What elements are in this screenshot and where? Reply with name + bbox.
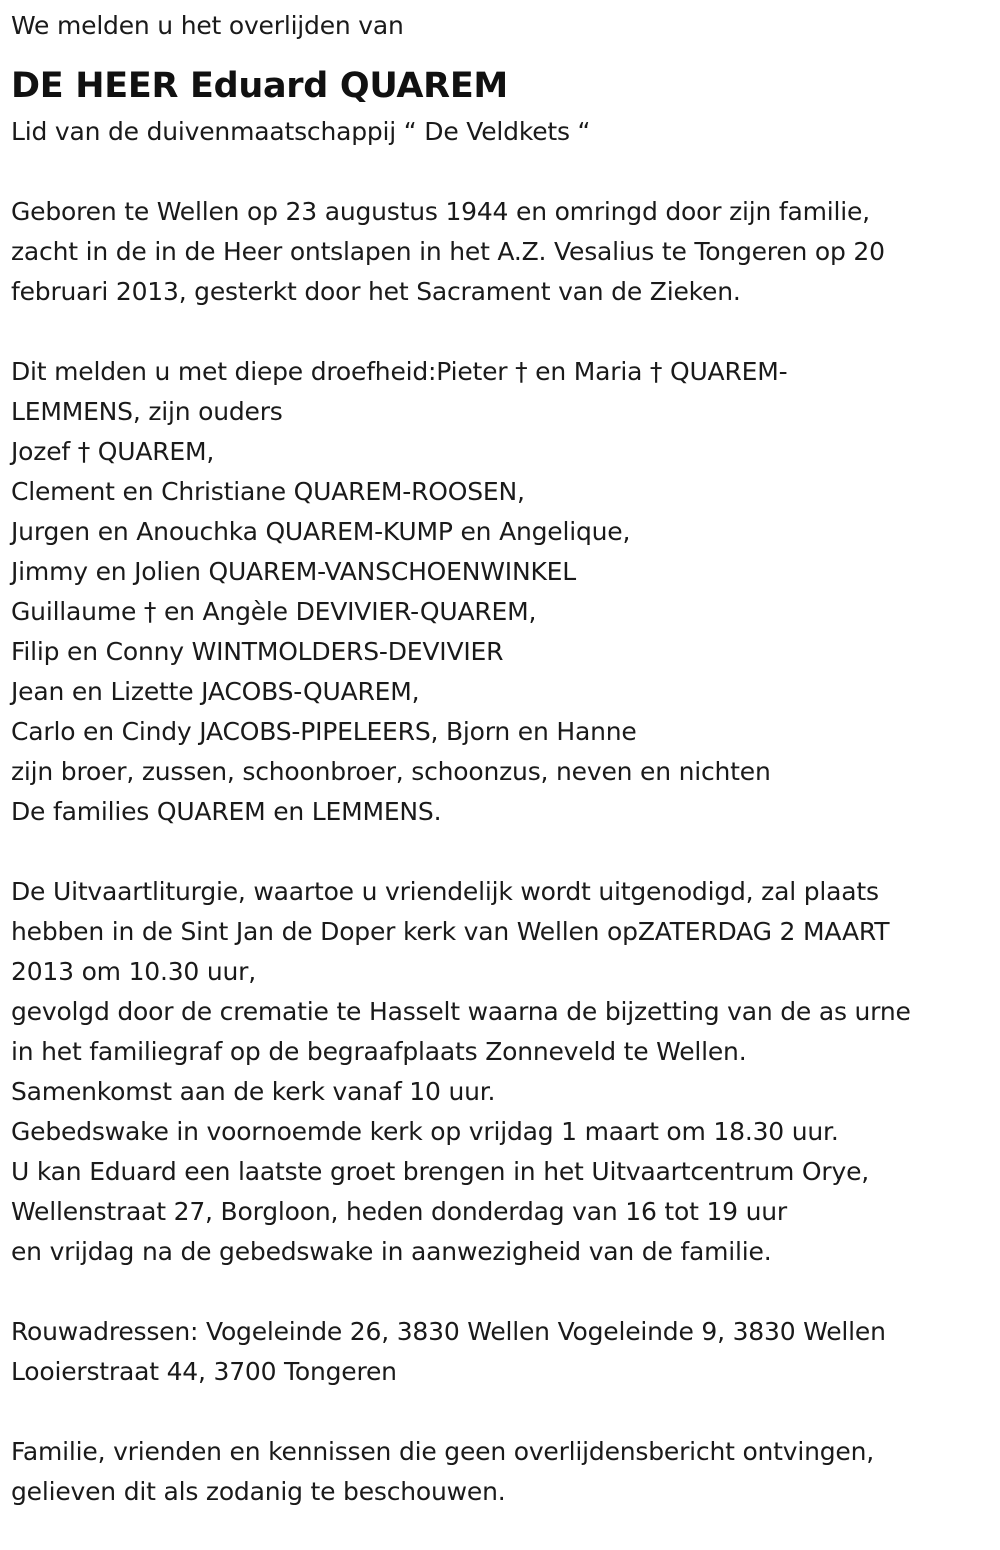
paragraph-line: Geboren te Wellen op 23 augustus 1944 en omringd door zijn familie, [11,197,870,226]
paragraph-line: Jean en Lizette JACOBS-QUAREM, [11,677,420,706]
paragraph-line: gelieven dit als zodanig te beschouwen. [11,1477,506,1506]
closing-paragraph [11,1432,991,1512]
spacer [11,1392,991,1432]
paragraph-line: Samenkomst aan de kerk vanaf 10 uur. [11,1077,496,1106]
paragraph-line: gevolgd door de crematie te Hasselt waarna de bijzetting van de as urne [11,997,911,1026]
paragraph-line: De families QUAREM en LEMMENS. [11,797,442,826]
subtitle-text: Lid van de duivenmaatschappij “ De Veldkets “ [11,117,591,146]
spacer [11,832,991,872]
address-paragraph [11,1312,991,1392]
paragraph-line: 2013 om 10.30 uur, [11,957,256,986]
paragraph-line: U kan Eduard een laatste groet brengen in het Uitvaartcentrum Orye, [11,1157,870,1186]
paragraph-line: hebben in de Sint Jan de Doper kerk van Wellen opZATERDAG 2 MAART [11,917,890,946]
paragraph-line: Familie, vrienden en kennissen die geen overlijdensbericht ontvingen, [11,1437,875,1466]
birth-paragraph [11,192,991,312]
death-notice [11,6,991,1512]
intro-text: We melden u het overlijden van [11,11,404,40]
paragraph-line: Wellenstraat 27, Borgloon, heden donderdag van 16 tot 19 uur [11,1197,787,1226]
paragraph-line: zijn broer, zussen, schoonbroer, schoonzus, neven en nichten [11,757,771,786]
funeral-paragraph [11,872,991,1272]
paragraph-line: Looierstraat 44, 3700 Tongeren [11,1357,397,1386]
paragraph-line: in het familiegraf op de begraafplaats Zonneveld te Wellen. [11,1037,747,1066]
family-paragraph [11,352,991,832]
paragraph-line: Jozef † QUAREM, [11,437,215,466]
paragraph-line: Filip en Conny WINTMOLDERS-DEVIVIER [11,637,504,666]
paragraph-line: en vrijdag na de gebedswake in aanwezigheid van de familie. [11,1237,772,1266]
paragraph-line: Carlo en Cindy JACOBS-PIPELEERS, Bjorn en Hanne [11,717,637,746]
deceased-name: DE HEER Eduard QUAREM [11,66,508,106]
paragraph-line: Jimmy en Jolien QUAREM-VANSCHOENWINKEL [11,557,576,586]
paragraph-line: Rouwadressen: Vogeleinde 26, 3830 Wellen Vogeleinde 9, 3830 Wellen [11,1317,886,1346]
paragraph-line: Guillaume † en Angèle DEVIVIER-QUAREM, [11,597,537,626]
paragraph-line: Jurgen en Anouchka QUAREM-KUMP en Angelique, [11,517,631,546]
paragraph-line: Gebedswake in voornoemde kerk op vrijdag 1 maart om 18.30 uur. [11,1117,839,1146]
paragraph-line: Dit melden u met diepe droefheid:Pieter † en Maria † QUAREM- [11,357,788,386]
paragraph-line: Clement en Christiane QUAREM-ROOSEN, [11,477,525,506]
spacer [11,152,991,192]
spacer [11,312,991,352]
paragraph-line: De Uitvaartliturgie, waartoe u vriendelijk wordt uitgenodigd, zal plaats [11,877,879,906]
spacer [11,1272,991,1312]
paragraph-line: februari 2013, gesterkt door het Sacrament van de Zieken. [11,277,741,306]
paragraph-line: zacht in de in de Heer ontslapen in het A.Z. Vesalius te Tongeren op 20 [11,237,885,266]
paragraph-line: LEMMENS, zijn ouders [11,397,283,426]
